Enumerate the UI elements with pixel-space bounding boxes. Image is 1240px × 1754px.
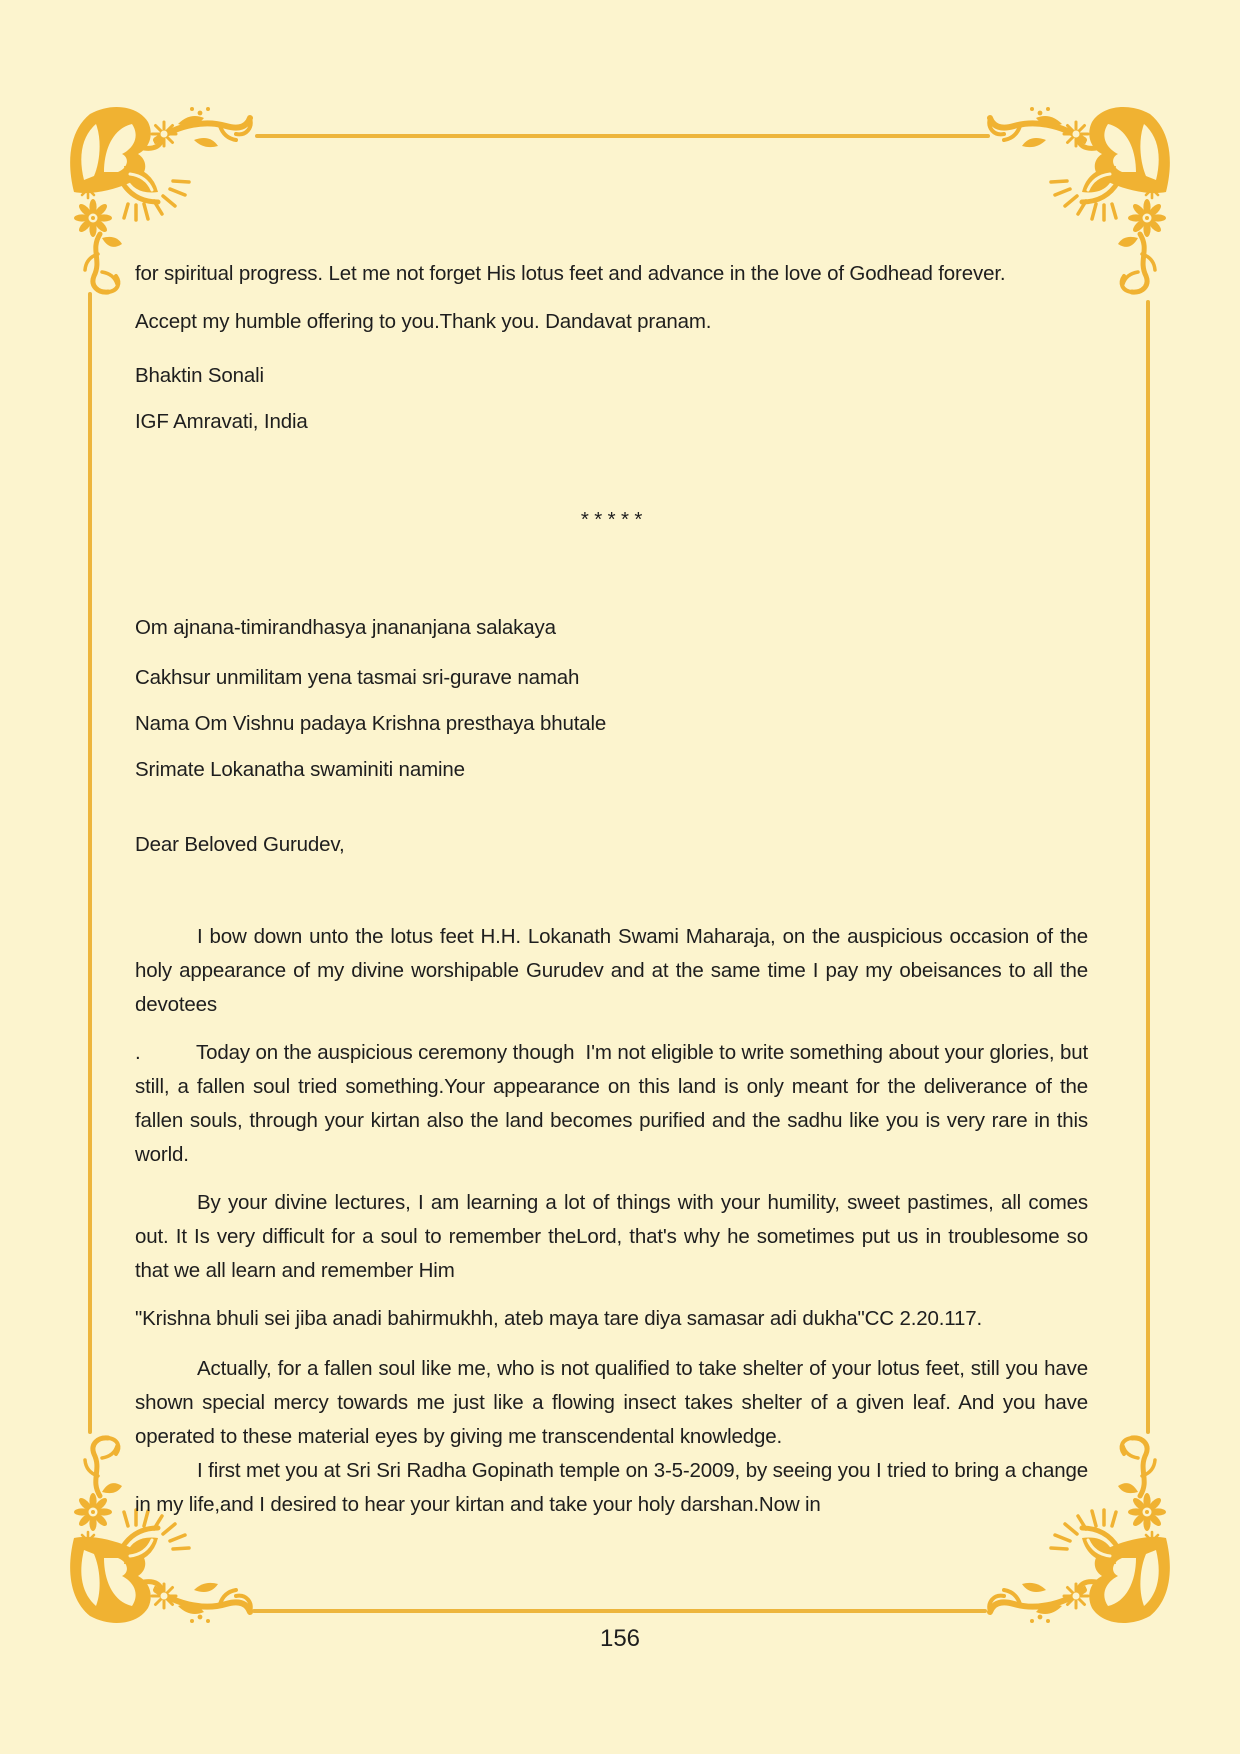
mantra-line-2: Cakhsur unmilitam yena tasmai sri-gurave namah — [135, 666, 580, 689]
page-number: 156 — [599, 1625, 641, 1652]
para-today-ceremony: . Today on the auspicious ceremony though I'm not eligible to write something about your glories, but still, a fallen soul tried something.Your appearance on this land is only meant for the deliverance of the fallen souls, through your kirtan also the land becomes purified and the sadhu like you is very rare in this world. — [135, 1041, 1094, 1166]
para-first-met: I first met you at Sri Sri Radha Gopinath temple on 3-5-2009, by seeing you I tried to bring a change in my life,and I desired to hear your kirtan and take your holy darshan.Now in — [135, 1459, 1088, 1516]
para-krishna-quote: "Krishna bhuli sei jiba anadi bahirmukhh, ateb maya tare diya samasar adi dukha"CC 2.20.117. — [135, 1307, 983, 1330]
frame-right-line — [1146, 300, 1150, 1434]
para-spiritual-progress: for spiritual progress. Let me not forget His lotus feet and advance in the love of Godhead forever. — [135, 262, 1006, 285]
frame-bottom-line — [252, 1609, 987, 1613]
salutation: Dear Beloved Gurudev, — [135, 833, 345, 856]
para-fallen-soul: Actually, for a fallen soul like me, who is not qualified to take shelter of your lotus feet, still you have shown special mercy towards me just like a flowing insect takes shelter of a given leaf. And you have operated to these material eyes by giving me transcendental knowledge. — [135, 1357, 1088, 1448]
para-bow-down: I bow down unto the lotus feet H.H. Lokanath Swami Maharaja, on the auspicious occasion of the holy appearance of my divine worshipable Gurudev and at the same time I pay my obeisances to all the devotees — [135, 925, 1088, 1016]
mantra-line-3: Nama Om Vishnu padaya Krishna presthaya bhutale — [135, 712, 607, 735]
mantra-line-4: Srimate Lokanatha swaminiti namine — [135, 758, 465, 781]
para-divine-lectures: By your divine lectures, I am learning a lot of things with your humility, sweet pastimes, all comes out. It Is very difficult for a soul to remember theLord, that's why he sometimes put us in troublesome so that we all learn and remember Him — [135, 1191, 1088, 1282]
signature-name: Bhaktin Sonali — [135, 364, 264, 387]
frame-top-line — [255, 134, 990, 138]
letter-body — [135, 257, 1094, 1536]
separator-stars: * * * * * — [580, 508, 643, 531]
mantra-line-1: Om ajnana-timirandhasya jnananjana salakaya — [135, 616, 556, 639]
signature-location: IGF Amravati, India — [135, 410, 308, 433]
frame-left-line — [88, 292, 92, 1434]
para-accept-offering: Accept my humble offering to you.Thank you. Dandavat pranam. — [135, 310, 712, 333]
